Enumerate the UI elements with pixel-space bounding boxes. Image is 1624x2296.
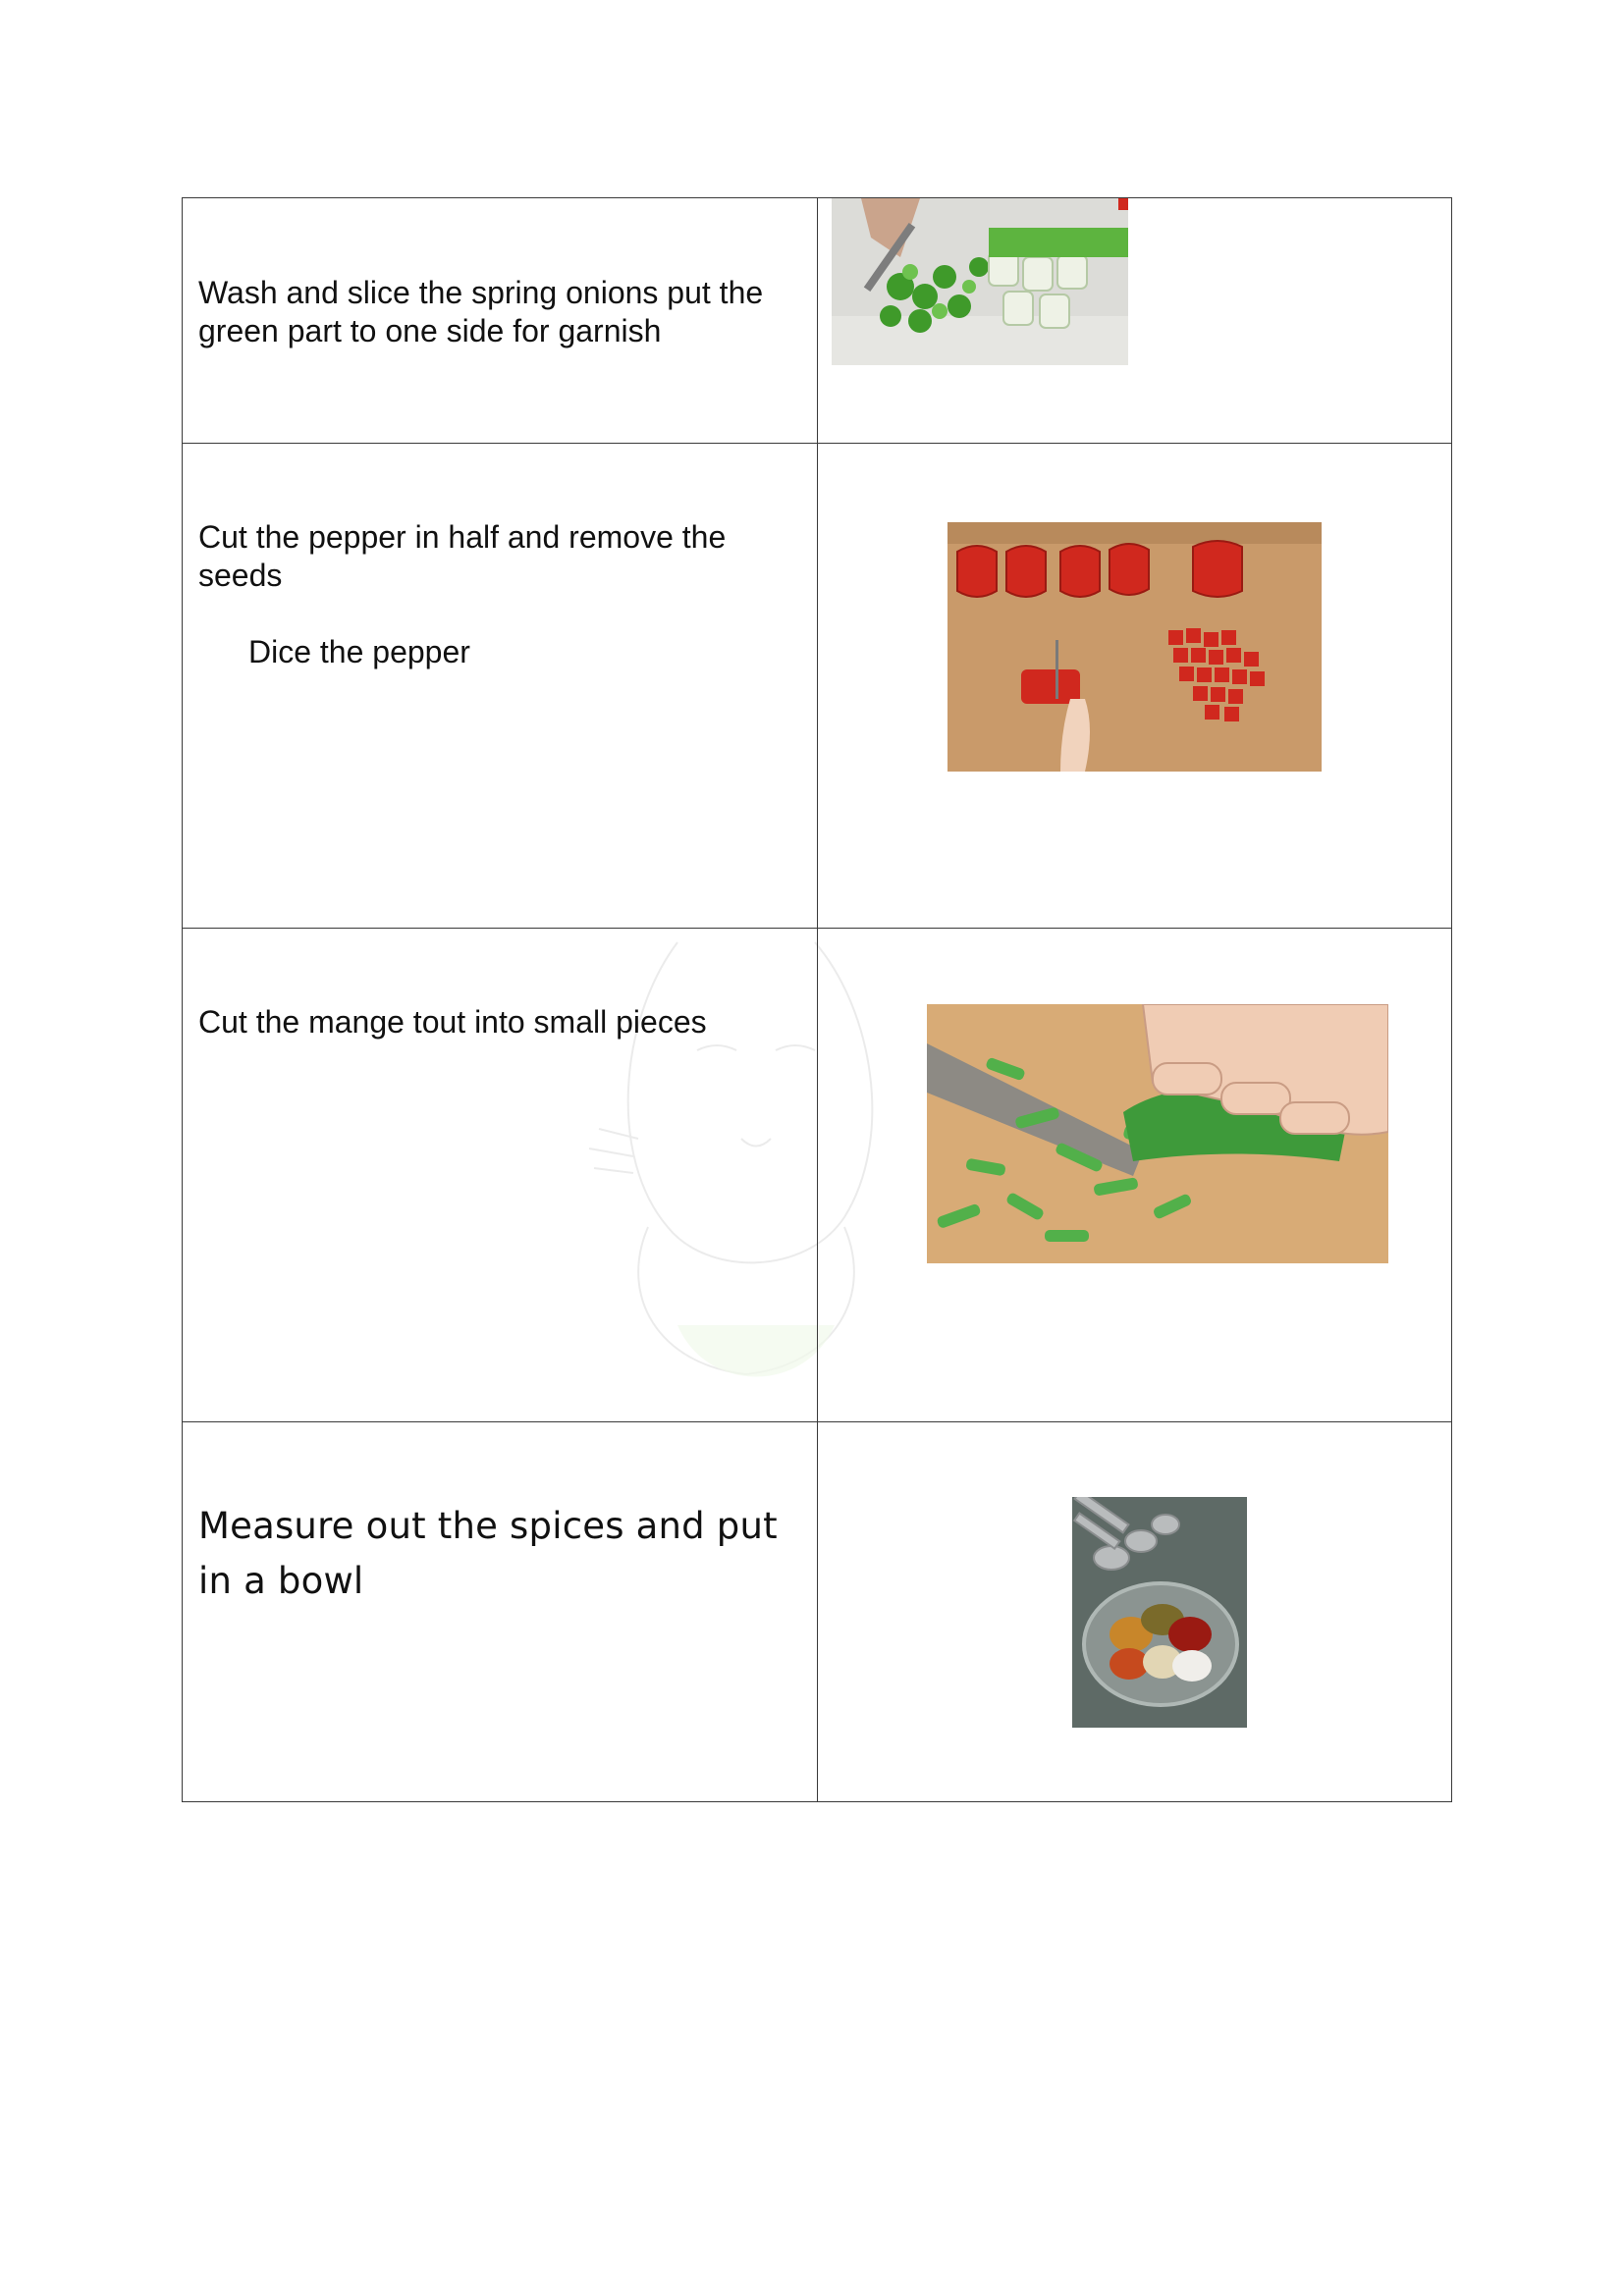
step-image-cell [818, 198, 1452, 444]
step-row [183, 1422, 1452, 1802]
mange-tout-photo [927, 1004, 1388, 1263]
step-instruction: Wash and slice the spring onions put the green part to one side for garnish [198, 275, 764, 348]
step-row [183, 444, 1452, 929]
step-row [183, 198, 1452, 444]
spices-photo [1072, 1497, 1247, 1728]
step-text-cell [183, 1422, 818, 1802]
step-instruction: Measure out the spices and put in a bowl [198, 1505, 778, 1602]
peppers-photo [947, 522, 1322, 772]
step-text-cell [183, 929, 818, 1422]
step-text-cell [183, 444, 818, 929]
recipe-steps-table [182, 197, 1452, 1802]
step-text-cell [183, 198, 818, 444]
step-row [183, 929, 1452, 1422]
step-image-cell [818, 444, 1452, 929]
step-image-cell [818, 1422, 1452, 1802]
step-instruction-main: Cut the pepper in half and remove the seeds [198, 519, 727, 593]
spring-onions-photo [832, 198, 1128, 365]
step-instruction [198, 518, 807, 671]
step-instruction: Cut the mange tout into small pieces [198, 1004, 707, 1040]
step-instruction-sub: Dice the pepper [248, 634, 470, 669]
step-image-cell [818, 929, 1452, 1422]
